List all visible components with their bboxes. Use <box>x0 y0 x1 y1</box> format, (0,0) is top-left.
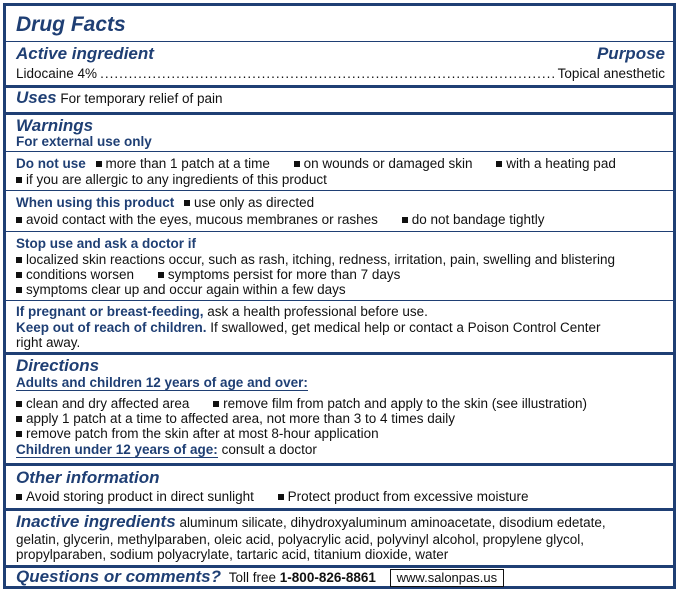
bullet-icon <box>16 416 22 422</box>
children-row <box>16 320 665 335</box>
uses-heading: Uses <box>16 88 57 107</box>
list-item: clean and dry affected area <box>26 396 190 411</box>
active-ingredient-value: Lidocaine 4% <box>16 66 98 81</box>
directions-heading: Directions <box>16 356 100 375</box>
purpose-heading: Purpose <box>596 44 665 63</box>
uses-text: For temporary relief of pain <box>60 91 223 106</box>
directions-row-1 <box>16 396 665 411</box>
pregnant-row <box>16 304 665 319</box>
bullet-icon <box>184 200 190 206</box>
bullet-icon <box>16 287 22 293</box>
list-item: on wounds or damaged skin <box>303 156 473 171</box>
list-item: localized skin reactions occur, such as rash, itching, redness, irritation, pain, swelling and blistering <box>26 252 616 267</box>
purpose-value: Topical anesthetic <box>557 66 665 81</box>
bullet-icon <box>16 257 22 263</box>
do-not-use-row <box>16 156 665 171</box>
inactive-heading: Inactive ingredients <box>16 512 176 531</box>
active-heading-row <box>16 44 665 64</box>
other-info-row <box>16 489 665 504</box>
list-item: with a heating pad <box>506 156 616 171</box>
when-using-row <box>16 195 665 210</box>
list-item: symptoms clear up and occur again within a few days <box>26 282 346 297</box>
bullet-icon <box>158 272 164 278</box>
list-item: remove film from patch and apply to the skin (see illustration) <box>223 396 588 411</box>
bullet-icon <box>213 401 219 407</box>
under12-text: consult a doctor <box>221 442 317 457</box>
bullet-icon <box>96 161 102 167</box>
inactive-row-3 <box>16 547 665 562</box>
stop-use-row-2 <box>16 267 665 282</box>
divider <box>6 352 673 355</box>
phone-number: 1-800-826-8861 <box>279 570 376 585</box>
bullet-icon <box>294 161 300 167</box>
bullet-icon <box>402 217 408 223</box>
stop-use-lead: Stop use and ask a doctor if <box>16 236 197 251</box>
children-text: If swallowed, get medical help or contact a Poison Control Center <box>210 320 601 335</box>
stop-use-row-3 <box>16 282 665 297</box>
divider <box>6 231 673 232</box>
active-ingredient-heading: Active ingredient <box>16 44 154 63</box>
list-item: if you are allergic to any ingredients of this product <box>26 172 327 187</box>
bullet-icon <box>496 161 502 167</box>
inactive-row-1 <box>16 514 665 530</box>
bullet-icon <box>16 272 22 278</box>
divider <box>6 508 673 511</box>
list-item: conditions worsen <box>26 267 135 282</box>
directions-row-2 <box>16 411 665 426</box>
questions-heading: Questions or comments? <box>16 567 221 586</box>
pregnant-lead: If pregnant or breast-feeding, <box>16 304 204 319</box>
list-item: Protect product from excessive moisture <box>287 489 529 504</box>
list-item: Avoid storing product in direct sunlight <box>26 489 254 504</box>
bullet-icon <box>278 494 284 500</box>
children-text-2: right away. <box>16 335 81 350</box>
adults-row <box>16 375 665 391</box>
active-ingredient-row <box>16 66 665 81</box>
external-use-text: For external use only <box>16 134 152 149</box>
inactive-text-3: propylparaben, sodium polyacrylate, tartaric acid, titanium dioxide, water <box>16 547 449 562</box>
children-row-2 <box>16 335 665 350</box>
children-lead: Keep out of reach of children. <box>16 320 207 335</box>
tollfree-label: Toll free <box>228 570 277 585</box>
warnings-heading: Warnings <box>16 116 94 135</box>
divider <box>6 112 673 115</box>
stop-use-row-1 <box>16 252 665 267</box>
divider <box>6 85 673 88</box>
inactive-row-2 <box>16 532 665 547</box>
uses-row <box>16 90 665 106</box>
when-using-lead: When using this product <box>16 195 175 210</box>
inactive-text-1: aluminum silicate, dihydroxyaluminum aminoacetate, disodium edetate, <box>179 515 606 530</box>
divider <box>6 190 673 191</box>
adults-lead: Adults and children 12 years of age and over: <box>16 375 308 390</box>
leader-dots <box>100 66 555 81</box>
when-using-row-2 <box>16 212 665 227</box>
inactive-text-2: gelatin, glycerin, methylparaben, oleic acid, polyacrylic acid, polyvinyl alcohol, propylene glycol, <box>16 532 585 547</box>
directions-row-3 <box>16 426 665 441</box>
pregnant-text: ask a health professional before use. <box>207 304 428 319</box>
do-not-use-lead: Do not use <box>16 156 86 171</box>
divider <box>6 151 673 152</box>
website-link[interactable]: www.salonpas.us <box>390 569 504 587</box>
list-item: use only as directed <box>194 195 315 210</box>
drug-facts-title: Drug Facts <box>16 13 126 36</box>
divider <box>6 463 673 466</box>
list-item: remove patch from the skin after at most 8-hour application <box>26 426 379 441</box>
bullet-icon <box>16 431 22 437</box>
bullet-icon <box>16 401 22 407</box>
divider <box>6 300 673 301</box>
list-item: do not bandage tightly <box>411 212 545 227</box>
bullet-icon <box>16 494 22 500</box>
divider <box>6 41 673 42</box>
list-item: avoid contact with the eyes, mucous membranes or rashes <box>26 212 378 227</box>
list-item: more than 1 patch at a time <box>105 156 270 171</box>
other-info-heading: Other information <box>16 468 160 487</box>
under12-row <box>16 442 665 458</box>
list-item: symptoms persist for more than 7 days <box>167 267 401 282</box>
bullet-icon <box>16 217 22 223</box>
under12-lead: Children under 12 years of age: <box>16 442 218 457</box>
drug-facts-panel <box>3 3 676 589</box>
bullet-icon <box>16 177 22 183</box>
questions-row <box>16 569 665 587</box>
do-not-use-row-2 <box>16 172 665 187</box>
list-item: apply 1 patch at a time to affected area, not more than 3 to 4 times daily <box>26 411 456 426</box>
